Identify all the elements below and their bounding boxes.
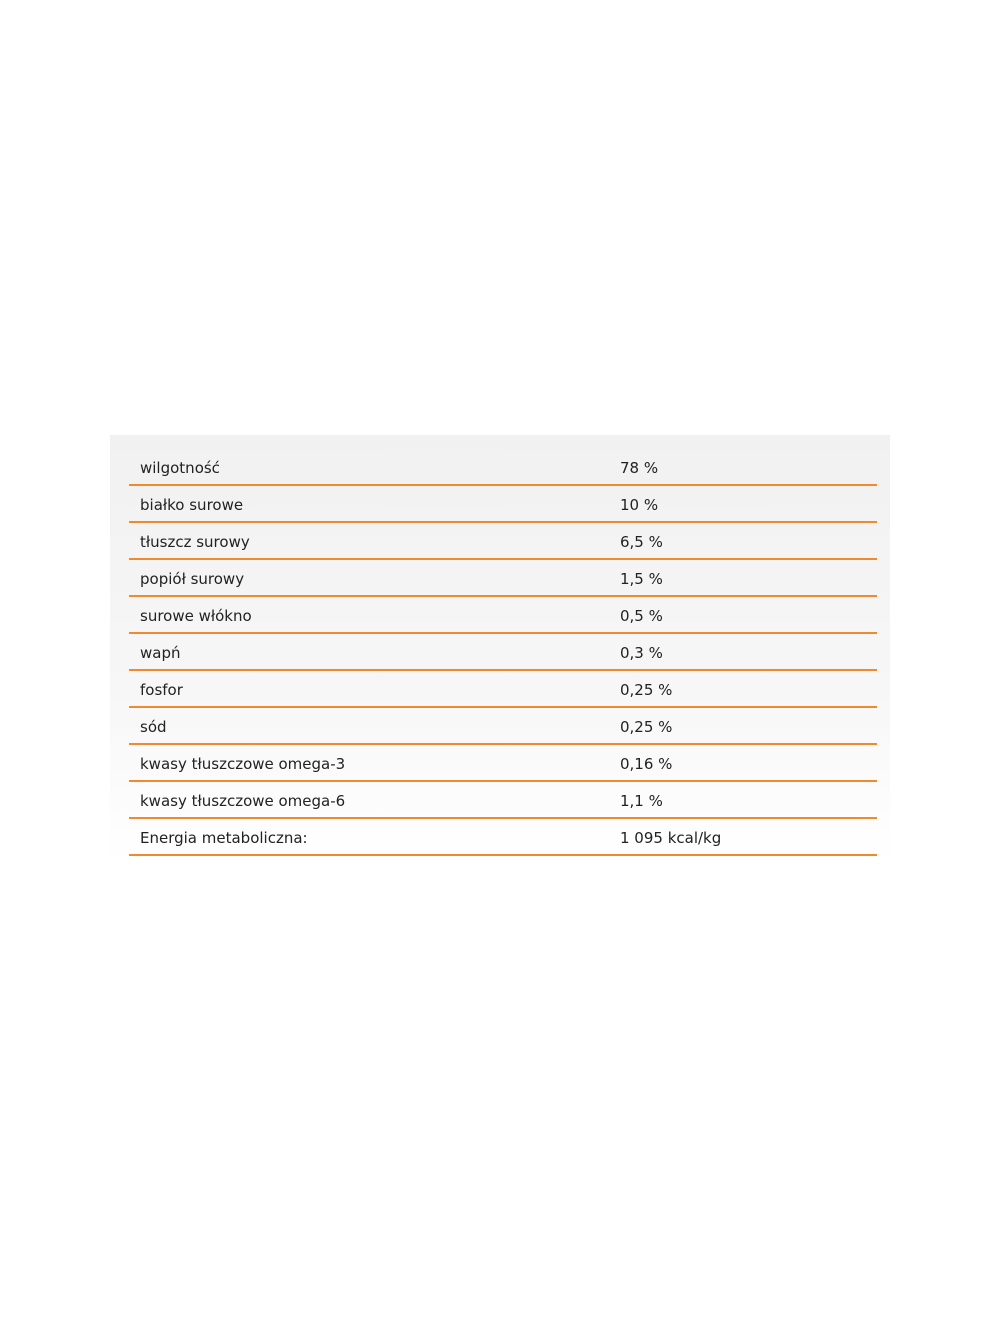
nutrient-name: Energia metaboliczna: [140,829,308,847]
nutrient-value: 0,16 % [620,755,673,773]
nutrient-value: 0,25 % [620,718,673,736]
nutrient-value: 0,5 % [620,607,663,625]
nutrient-name: tłuszcz surowy [140,533,250,551]
table-row [129,560,877,597]
nutrient-name: popiół surowy [140,570,245,588]
table-row [129,523,877,560]
table-row [129,634,877,671]
table-row [129,671,877,708]
table-row [129,782,877,819]
nutrient-value: 1,1 % [620,792,663,810]
nutrient-name: wilgotność [140,459,220,477]
table-row [129,708,877,745]
nutrient-value: 6,5 % [620,533,663,551]
nutrient-value: 1,5 % [620,570,663,588]
table-row [129,745,877,782]
nutrient-value: 1 095 kcal/kg [620,829,722,847]
nutrient-name: sód [140,718,167,736]
table-row [129,819,877,856]
nutrient-name: surowe włókno [140,607,252,625]
nutrient-name: białko surowe [140,496,244,514]
nutrition-table [129,449,877,856]
nutrient-name: fosfor [140,681,183,699]
table-row [129,486,877,523]
nutrient-value: 0,3 % [620,644,663,662]
nutrient-value: 0,25 % [620,681,673,699]
nutrient-name: wapń [140,644,181,662]
table-row [129,449,877,486]
table-row [129,597,877,634]
nutrient-value: 10 % [620,496,659,514]
nutrient-name: kwasy tłuszczowe omega-6 [140,792,346,810]
nutrient-value: 78 % [620,459,659,477]
nutrient-name: kwasy tłuszczowe omega-3 [140,755,346,773]
